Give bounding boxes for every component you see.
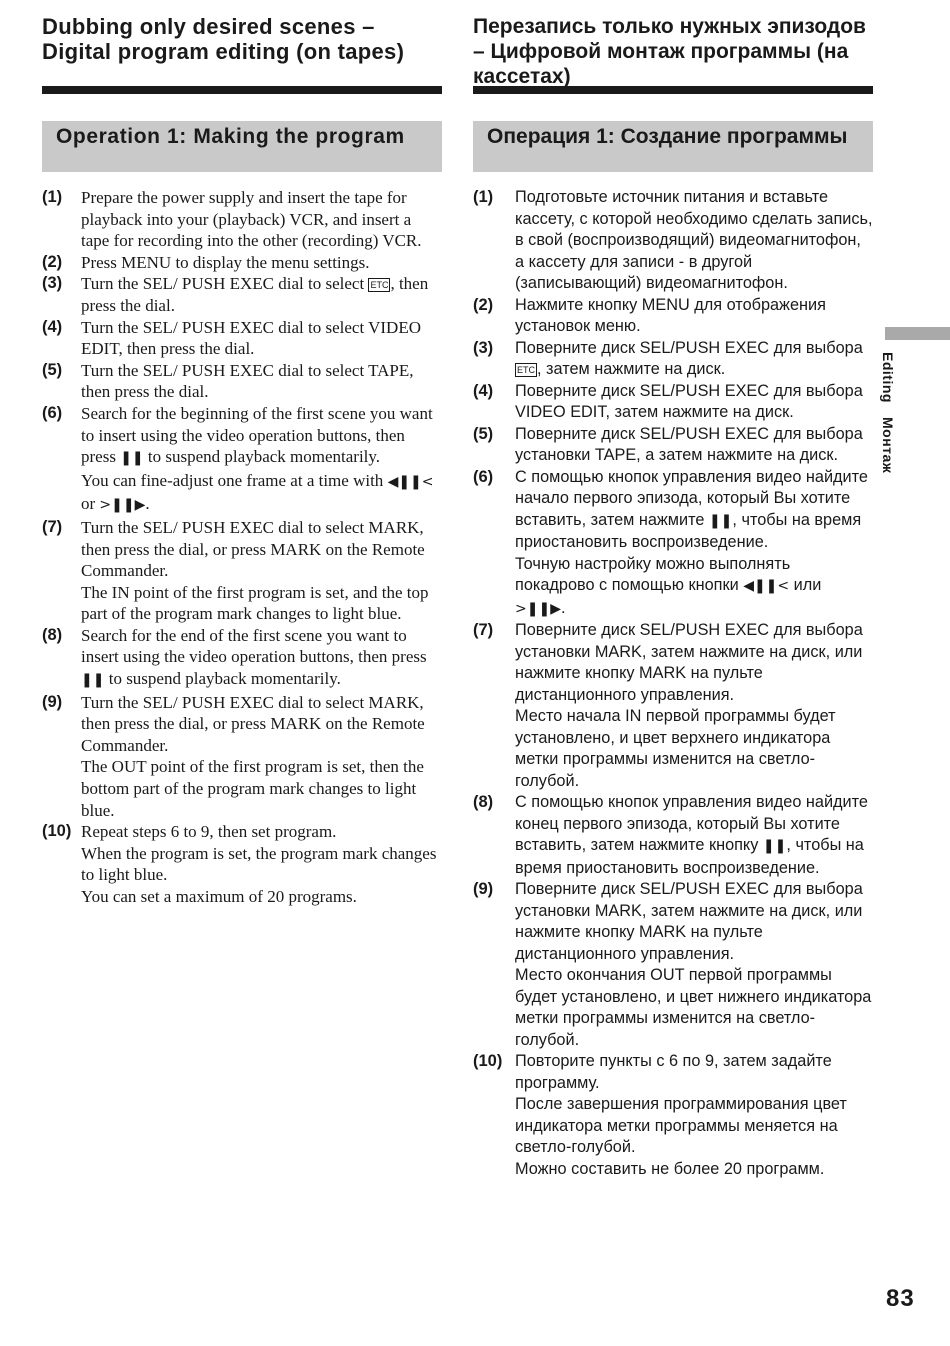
step-item [473,1051,873,1180]
step-text: Press MENU to display the menu settings. [81,252,370,272]
pause-icon: ❚❚ [81,672,105,689]
step-text: Поверните диск SEL/PUSH EXEC для выбора VIDEO EDIT, затем нажмите на диск. [515,381,863,421]
step-item [473,879,873,1051]
step-number: (4) [42,317,63,336]
step-body [515,338,873,381]
step-number: (8) [473,793,494,811]
step-item [473,467,873,621]
step-number: (9) [473,880,494,898]
frame-forward-icon: >❚❚▶ [515,600,561,617]
step-item [473,187,873,295]
pause-icon: ❚❚ [762,838,787,854]
step-number: (7) [42,517,63,536]
step-item [42,821,442,907]
step-item [473,424,873,467]
step-number: (2) [473,295,494,314]
step-text [515,338,873,381]
step-note-part: You can fine-adjust one frame at a time with [81,470,388,490]
step-text-part: С помощью кнопок управления видео найдите конец первого эпизода, который Вы хотите вставить, затем нажмите кнопку [515,793,868,854]
step-text-part: , затем нажмите на диск. [537,360,726,378]
step-text [515,792,873,879]
step-item [42,187,442,252]
frame-back-icon: ◀❚❚< [387,473,434,490]
step-item [473,381,873,424]
step-number: (6) [42,403,63,422]
step-number: (7) [473,621,494,639]
step-text: Turn the SEL/ PUSH EXEC dial to select TAPE, then press the dial. [81,360,414,402]
step-text-part: , чтобы на время приостановить воспроизведение. [515,836,864,877]
step-body [81,360,442,403]
step-text: Repeat steps 6 to 9, then set program. [81,822,337,842]
side-tab-marker [885,327,950,340]
step-text-part: С помощью кнопок управления видео найдите начало первого эпизода, который Вы хотите вставить, затем нажмите [515,467,868,529]
step-body [81,252,442,274]
step-text-part: , чтобы на время приостановить воспроизведение. [515,510,862,551]
steps-list-english [42,187,442,908]
step-item [42,403,442,517]
step-text: Поверните диск SEL/PUSH EXEC для выбора установки TAPE, а затем нажмите на диск. [515,424,863,464]
step-note [81,470,442,517]
step-number: (8) [42,625,63,644]
side-tab-editing: Editing [880,352,896,403]
frame-back-icon: ◀❚❚< [743,578,790,594]
page-title-english: Dubbing only desired scenes – Digital program editing (on tapes) [42,10,442,94]
step-text-part: to suspend playback momentarily. [143,447,381,467]
step-note: The IN point of the first program is set, and the top part of the program mark changes to light blue. [81,582,429,624]
step-body [81,317,442,360]
side-tab-label [880,352,896,487]
step-item [473,295,873,338]
step-text: Подготовьте источник питания и вставьте кассету, с которой необходимо сделать запись, в свой (воспроизводящий) видеомагнитофон, а кассету для записи - в другой (записывающий) видеомагнитофон. [515,188,873,292]
step-item [42,252,442,274]
step-body [81,692,442,822]
step-number: (9) [42,692,63,711]
pause-icon: ❚❚ [120,450,144,467]
section-title-russian: Операция 1: Создание программы [473,121,873,172]
step-item [42,517,442,625]
step-body [515,295,873,338]
side-tab-montage: Монтаж [880,416,896,474]
step-body [81,625,442,692]
step-text: Поверните диск SEL/PUSH EXEC для выбора установки MARK, затем нажмите на диск, или нажмите кнопку MARK на пульте дистанционного управления. [515,621,863,704]
step-text [81,403,442,470]
step-text-part: Поверните диск SEL/PUSH EXEC для выбора [515,338,863,357]
step-item [42,273,442,316]
step-body [515,879,873,1051]
step-body [515,467,873,621]
frame-forward-icon: >❚❚▶ [99,497,146,514]
step-note: Можно составить не более 20 программ. [515,1159,825,1178]
step-text: Turn the SEL/ PUSH EXEC dial to select MARK, then press the dial, or press MARK on the Remote Commander. [81,692,425,755]
step-text: Повторите пункты с 6 по 9, затем задайте программу. [515,1052,832,1092]
step-body [515,381,873,424]
step-text-part: Turn the SEL/ PUSH EXEC dial to select [81,274,369,294]
step-body [515,187,873,295]
step-text: Поверните диск SEL/PUSH EXEC для выбора установки MARK, затем нажмите на диск, или нажмите кнопку MARK на пульте дистанционного управления. [515,880,863,963]
step-note-part: . [145,494,150,514]
page-number: 83 [886,1285,915,1312]
step-note: The OUT point of the first program is set, then the bottom part of the program mark changes to light blue. [81,757,424,820]
step-text: Prepare the power supply and insert the tape for playback into your (playback) VCR, and insert a tape for recording into the other (recording) VCR. [81,188,422,251]
step-text: Turn the SEL/ PUSH EXEC dial to select MARK, then press the dial, or press MARK on the Remote Commander. [81,517,425,581]
step-body [515,620,873,792]
step-text-part: , then press the dial. [81,274,429,315]
step-number: (1) [42,188,63,206]
step-body [81,187,442,252]
step-number: (3) [473,338,494,357]
step-number: (4) [473,381,494,400]
step-body [515,424,873,467]
step-note: You can set a maximum of 20 programs. [81,887,357,906]
russian-column [473,10,873,1180]
step-text-part: Search for the beginning of the first scene you want to insert using the video operation buttons, then press [81,403,433,467]
step-number: (10) [42,822,72,841]
step-body [81,517,442,625]
step-item [42,360,442,403]
steps-list-russian [473,187,873,1180]
step-note: Место окончания OUT первой программы будет установлено, и цвет нижнего индикатора метки программы изменится на светло-голубой. [515,966,872,1049]
step-note-part: . [560,598,566,617]
page-title-russian: Перезапись только нужных эпизодов – Цифровой монтаж программы (на кассетах) [473,10,873,94]
step-number: (2) [42,252,63,271]
step-body [81,821,442,907]
step-number: (5) [42,360,63,379]
etc-menu-icon: ETC [370,280,389,291]
step-text-part: Search for the end of the first scene you want to insert using the video operation buttons, then press [81,625,427,667]
section-title-english: Operation 1: Making the program [42,121,442,172]
etc-menu-icon: ETC [517,365,535,375]
step-text [81,273,442,316]
pause-icon: ❚❚ [708,512,733,529]
step-item [473,792,873,879]
step-text [81,625,442,692]
step-text [515,467,873,554]
step-item [473,338,873,381]
step-number: (5) [473,424,494,443]
step-item [42,317,442,360]
step-body [81,273,442,316]
step-note [515,554,873,621]
step-note: После завершения программирования цвет индикатора метки программы меняется на светло-голубой. [515,1095,847,1156]
step-note: When the program is set, the program mark changes to light blue. [81,843,437,885]
step-note: Место начала IN первой программы будет установлено, и цвет верхнего индикатора метки программы изменится на светло-голубой. [515,707,836,790]
step-item [42,625,442,692]
step-number: (6) [473,467,494,486]
step-text: Turn the SEL/ PUSH EXEC dial to select VIDEO EDIT, then press the dial. [81,317,421,359]
step-note-part: Точную настройку можно выполнять покадрово с помощью кнопки [515,554,791,594]
step-body [81,403,442,517]
step-number: (1) [473,188,494,206]
step-note-part: или [789,576,822,594]
step-number: (3) [42,274,63,293]
step-body [515,1051,873,1180]
step-text: Нажмите кнопку MENU для отображения установок меню. [515,295,826,335]
step-item [473,620,873,792]
step-item [42,692,442,822]
step-text-part: to suspend playback momentarily. [104,669,341,689]
english-column [42,10,442,908]
step-body [515,792,873,879]
step-number: (10) [473,1052,503,1070]
step-note-part: or [81,494,100,514]
